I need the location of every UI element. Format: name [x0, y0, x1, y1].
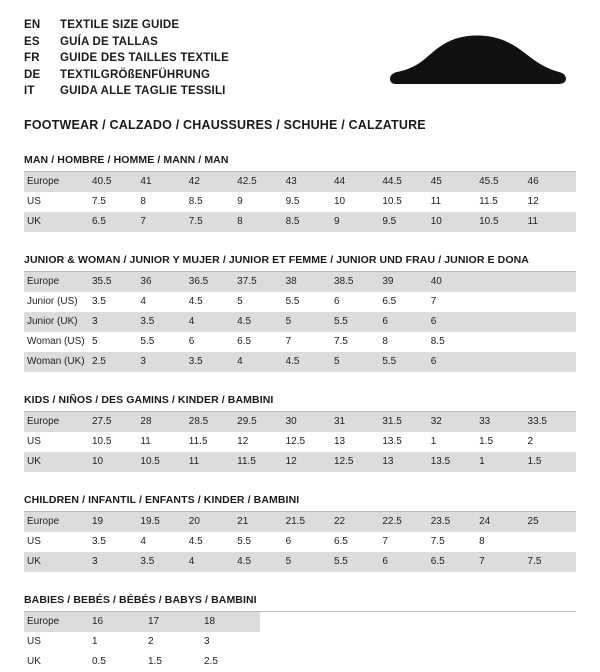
cell: [528, 332, 576, 352]
cell: 44: [334, 172, 382, 192]
table-row: [24, 292, 576, 312]
cell: 43: [286, 172, 334, 192]
cell: 22: [334, 512, 382, 532]
cell: 9: [334, 212, 382, 232]
table-row: [24, 512, 576, 532]
table-row: [24, 312, 576, 332]
cell: 2: [527, 435, 534, 447]
cell: 12: [286, 452, 334, 472]
cell: 3.5: [92, 535, 106, 547]
cell: 8.5: [430, 335, 445, 347]
cell: [479, 352, 527, 372]
row-label: Junior (US): [27, 295, 78, 307]
cell: 8: [382, 335, 388, 347]
cell: [528, 352, 576, 372]
row-label: Europe: [24, 612, 92, 632]
cell: [479, 272, 527, 292]
row-label: Woman (UK): [24, 352, 92, 372]
cell: 8: [140, 195, 146, 207]
cell: 23.5: [431, 512, 479, 532]
cell: 30: [286, 412, 334, 432]
row-label: US: [27, 435, 41, 447]
cell: 42: [189, 172, 237, 192]
cell: 4: [189, 552, 237, 572]
cell: 12: [237, 435, 249, 447]
group-title: KIDS / NIÑOS / DES GAMINS / KINDER / BAMBINI: [24, 394, 576, 412]
cell: 45.5: [479, 172, 527, 192]
cell: 10.5: [382, 195, 402, 207]
header: [24, 18, 576, 100]
cell: 8: [479, 535, 485, 547]
cell: 6: [431, 352, 479, 372]
dress-shoe-icon: [388, 32, 568, 99]
table-row: [24, 412, 576, 432]
table-row: [24, 632, 260, 652]
row-label: UK: [24, 552, 92, 572]
row-label: UK: [24, 212, 92, 232]
cell: 9.5: [382, 212, 430, 232]
cell: 13.5: [382, 435, 402, 447]
row-label: UK: [24, 452, 92, 472]
cell: 18: [204, 612, 260, 632]
language-row: [24, 51, 229, 67]
cell: 6.5: [431, 552, 479, 572]
language-list: [24, 18, 229, 100]
cell: 6: [188, 335, 195, 347]
cell: 7: [479, 552, 527, 572]
cell: 12.5: [285, 435, 306, 447]
cell: 3.5: [92, 295, 106, 307]
cell: 21: [237, 512, 285, 532]
cell: 45: [431, 172, 479, 192]
table-row: [24, 432, 576, 452]
cell: 5: [286, 312, 334, 332]
row-label: US: [27, 535, 41, 547]
language-code: ES: [24, 35, 40, 48]
cell: 9: [237, 195, 243, 207]
language-title: TEXTILE SIZE GUIDE: [60, 19, 180, 31]
cell: 10: [333, 195, 346, 207]
size-table-junior-woman: [24, 272, 576, 372]
cell: 42.5: [237, 172, 285, 192]
cell: 10: [92, 452, 140, 472]
cell: 10: [431, 212, 479, 232]
cell: 5.5: [334, 312, 382, 332]
cell: 19: [92, 512, 140, 532]
cell: [479, 312, 527, 332]
cell: 13: [333, 435, 346, 447]
cell: [528, 292, 576, 312]
cell: 7: [285, 335, 292, 347]
language-title: TEXTILGRÖßENFÜHRUNG: [60, 68, 211, 81]
cell: 25: [528, 512, 576, 532]
table-row: [24, 532, 576, 552]
cell: 1.5: [528, 452, 576, 472]
cell: 3.5: [140, 552, 188, 572]
cell: 5: [237, 295, 243, 307]
cell: 24: [479, 512, 527, 532]
table-row: [24, 352, 576, 372]
cell: 16: [92, 612, 148, 632]
cell: 21.5: [286, 512, 334, 532]
cell: 33.5: [528, 412, 576, 432]
cell: 7.5: [92, 195, 106, 207]
cell: 5: [286, 552, 334, 572]
cell: 41: [140, 172, 188, 192]
cell: 13: [382, 452, 430, 472]
cell: 0.5: [92, 655, 106, 667]
cell: 3: [92, 552, 140, 572]
cell: 1.5: [479, 435, 494, 447]
size-table-kids: [24, 412, 576, 472]
cell: 7.5: [430, 535, 445, 547]
cell: 10.5: [140, 452, 188, 472]
language-code: DE: [24, 68, 41, 81]
cell: 4.5: [286, 352, 334, 372]
cell: 10.5: [479, 212, 527, 232]
cell: 10.5: [92, 435, 112, 447]
cell: 6: [382, 312, 430, 332]
language-row: [24, 68, 229, 84]
cell: [528, 532, 576, 552]
cell: 5.5: [382, 352, 430, 372]
cell: 6.5: [237, 335, 252, 347]
cell: 7: [140, 212, 188, 232]
language-code: FR: [24, 52, 40, 64]
cell: 27.5: [92, 412, 140, 432]
group-title: JUNIOR & WOMAN / JUNIOR Y MUJER / JUNIOR ET FEMME / JUNIOR UND FRAU / JUNIOR E DONA: [24, 254, 576, 272]
cell: 11: [430, 195, 442, 207]
row-label: Woman (US): [27, 335, 85, 347]
group-title: CHILDREN / INFANTIL / ENFANTS / KINDER / BAMBINI: [24, 494, 576, 512]
cell: 3: [92, 312, 140, 332]
cell: 46: [528, 172, 576, 192]
cell: 38.5: [334, 272, 382, 292]
table-row: [24, 272, 576, 292]
table-row: [24, 612, 260, 632]
size-group-man: [24, 154, 576, 232]
size-group-children: [24, 494, 576, 572]
table-row: [24, 212, 576, 232]
cell: 3.5: [140, 312, 188, 332]
table-row: [24, 172, 576, 192]
cell: 12.5: [334, 452, 382, 472]
cell: 39: [382, 272, 430, 292]
cell: 11.5: [479, 195, 498, 207]
cell: 4: [237, 352, 285, 372]
cell: 19.5: [140, 512, 188, 532]
cell: 37.5: [237, 272, 285, 292]
cell: 33: [479, 412, 527, 432]
cell: [528, 312, 576, 332]
cell: 8: [237, 212, 285, 232]
cell: 6.5: [92, 212, 140, 232]
cell: 2.5: [204, 655, 218, 667]
cell: 1.5: [148, 655, 162, 667]
cell: 7.5: [189, 212, 237, 232]
row-label: US: [27, 635, 41, 647]
cell: 6: [333, 295, 340, 307]
size-table-children: [24, 512, 576, 572]
table-row: [24, 552, 576, 572]
cell: 29.5: [237, 412, 285, 432]
row-label: Europe: [24, 172, 92, 192]
cell: 40: [431, 272, 479, 292]
cell: 11: [528, 212, 576, 232]
row-label: US: [27, 195, 41, 207]
cell: 7.5: [528, 552, 576, 572]
row-label: Europe: [24, 272, 92, 292]
language-row: [24, 84, 229, 100]
table-row: [24, 332, 576, 352]
cell: 11.5: [188, 435, 208, 447]
row-label: Europe: [24, 412, 92, 432]
size-table-babies: [24, 612, 260, 672]
size-group-junior-woman: [24, 254, 576, 372]
cell: 4: [189, 312, 237, 332]
cell: 5.5: [140, 335, 155, 347]
cell: 5.5: [285, 295, 300, 307]
cell: 5.5: [334, 552, 382, 572]
cell: 1: [92, 635, 98, 647]
cell: 9.5: [285, 195, 300, 207]
cell: 28: [140, 412, 188, 432]
language-title: GUIDE DES TAILLES TEXTILE: [60, 52, 229, 64]
cell: 31.5: [382, 412, 430, 432]
cell: 2: [148, 635, 154, 647]
row-label: Europe: [24, 512, 92, 532]
cell: 38: [286, 272, 334, 292]
cell: 6: [382, 552, 430, 572]
cell: 20: [189, 512, 237, 532]
language-title: GUIDA ALLE TAGLIE TESSILI: [60, 85, 226, 97]
language-row: [24, 18, 229, 34]
cell: 3: [204, 635, 210, 647]
cell: 11: [140, 435, 151, 447]
table-row: [24, 192, 576, 212]
group-title: BABIES / BEBÉS / BÉBÉS / BABYS / BAMBINI: [24, 594, 576, 612]
cell: 4: [140, 295, 146, 307]
cell: 7: [430, 295, 437, 307]
cell: 12: [527, 195, 539, 207]
language-code: IT: [24, 85, 35, 97]
size-table-man: [24, 172, 576, 232]
cell: 40.5: [92, 172, 140, 192]
cell: 4.5: [237, 552, 285, 572]
cell: 36.5: [189, 272, 237, 292]
cell: 3.5: [189, 352, 237, 372]
cell: 32: [431, 412, 479, 432]
cell: 1: [479, 452, 527, 472]
cell: 4.5: [188, 295, 203, 307]
cell: 6: [431, 312, 479, 332]
cell: 4: [140, 535, 146, 547]
cell: 13.5: [431, 452, 479, 472]
cell: [528, 272, 576, 292]
size-group-kids: [24, 394, 576, 472]
table-row: [24, 452, 576, 472]
cell: 22.5: [382, 512, 430, 532]
cell: 5.5: [237, 535, 252, 547]
cell: 31: [334, 412, 382, 432]
row-label: UK: [27, 655, 41, 667]
row-label: Junior (UK): [24, 312, 92, 332]
group-title: MAN / HOMBRE / HOMME / MANN / MAN: [24, 154, 576, 172]
cell: [479, 292, 527, 312]
cell: 6.5: [382, 295, 397, 307]
table-row: [24, 652, 260, 672]
language-code: EN: [24, 19, 41, 31]
cell: 5: [92, 335, 98, 347]
cell: 36: [140, 272, 188, 292]
footwear-section-title: FOOTWEAR / CALZADO / CHAUSSURES / SCHUHE / CALZATURE: [24, 117, 426, 132]
cell: 44.5: [382, 172, 430, 192]
cell: 3: [140, 352, 188, 372]
cell: 17: [148, 612, 204, 632]
cell: 1: [430, 435, 437, 447]
cell: 8.5: [188, 195, 203, 207]
cell: 7.5: [333, 335, 348, 347]
cell: 11: [189, 452, 237, 472]
cell: 4.5: [237, 312, 285, 332]
cell: 7: [382, 535, 388, 547]
cell: [479, 332, 527, 352]
cell: 28.5: [189, 412, 237, 432]
cell: 6.5: [333, 535, 348, 547]
cell: 35.5: [92, 272, 140, 292]
cell: 6: [285, 535, 292, 547]
size-group-babies: [24, 594, 576, 672]
language-row: [24, 35, 229, 51]
cell: 5: [334, 352, 382, 372]
cell: 4.5: [188, 535, 203, 547]
cell: 8.5: [286, 212, 334, 232]
cell: 11.5: [237, 452, 285, 472]
cell: 2.5: [92, 352, 140, 372]
language-title: GUÍA DE TALLAS: [60, 35, 158, 48]
